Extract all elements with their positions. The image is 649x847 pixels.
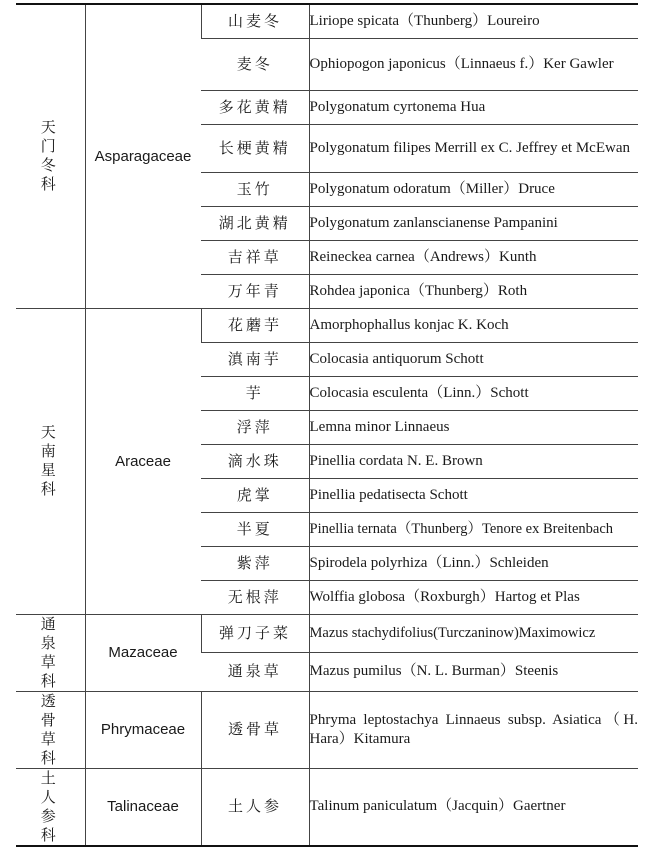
species-scientific-name: Polygonatum filipes Merrill ex C. Jeffrey et McEwan bbox=[309, 124, 638, 172]
table-row bbox=[16, 614, 638, 653]
species-chinese-name: 花蘑芋 bbox=[201, 308, 309, 342]
family-latin-name: Mazaceae bbox=[85, 614, 201, 691]
family-latin-name: Phrymaceae bbox=[85, 691, 201, 768]
family-chinese-name: 土人参科 bbox=[16, 768, 85, 846]
species-chinese-name: 万年青 bbox=[201, 274, 309, 308]
species-scientific-name: Phryma leptostachya Linnaeus subsp. Asiatica（H. Hara）Kitamura bbox=[309, 691, 638, 768]
table-row bbox=[16, 691, 638, 768]
species-scientific-name: Pinellia ternata（Thunberg）Tenore ex Breitenbach bbox=[309, 512, 638, 546]
species-scientific-name: Mazus stachydifolius(Turczaninow)Maximowicz bbox=[309, 614, 638, 653]
family-latin-name: Araceae bbox=[85, 308, 201, 614]
species-chinese-name: 透骨草 bbox=[201, 691, 309, 768]
species-table bbox=[16, 3, 638, 847]
table-row bbox=[16, 768, 638, 846]
species-scientific-name: Pinellia cordata N. E. Brown bbox=[309, 444, 638, 478]
species-scientific-name: Colocasia antiquorum Schott bbox=[309, 342, 638, 376]
species-chinese-name: 长梗黄精 bbox=[201, 124, 309, 172]
species-chinese-name: 通泉草 bbox=[201, 653, 309, 692]
species-scientific-name: Reineckea carnea（Andrews）Kunth bbox=[309, 240, 638, 274]
species-chinese-name: 滴水珠 bbox=[201, 444, 309, 478]
family-latin-name: Asparagaceae bbox=[85, 4, 201, 308]
family-latin-name: Talinaceae bbox=[85, 768, 201, 846]
species-scientific-name: Wolffia globosa（Roxburgh）Hartog et Plas bbox=[309, 580, 638, 614]
species-chinese-name: 芋 bbox=[201, 376, 309, 410]
species-scientific-name: Pinellia pedatisecta Schott bbox=[309, 478, 638, 512]
species-chinese-name: 紫萍 bbox=[201, 546, 309, 580]
species-chinese-name: 多花黄精 bbox=[201, 90, 309, 124]
species-scientific-name: Colocasia esculenta（Linn.）Schott bbox=[309, 376, 638, 410]
family-chinese-name: 透骨草科 bbox=[16, 691, 85, 768]
table-row bbox=[16, 308, 638, 342]
species-scientific-name: Liriope spicata（Thunberg）Loureiro bbox=[309, 4, 638, 38]
species-scientific-name: Mazus pumilus（N. L. Burman）Steenis bbox=[309, 653, 638, 692]
species-chinese-name: 浮萍 bbox=[201, 410, 309, 444]
species-scientific-name: Rohdea japonica（Thunberg）Roth bbox=[309, 274, 638, 308]
family-chinese-name: 通泉草科 bbox=[16, 614, 85, 691]
species-chinese-name: 吉祥草 bbox=[201, 240, 309, 274]
species-scientific-name: Ophiopogon japonicus（Linnaeus f.）Ker Gawler bbox=[309, 38, 638, 90]
species-chinese-name: 无根萍 bbox=[201, 580, 309, 614]
species-scientific-name: Polygonatum cyrtonema Hua bbox=[309, 90, 638, 124]
species-scientific-name: Lemna minor Linnaeus bbox=[309, 410, 638, 444]
species-scientific-name: Polygonatum odoratum（Miller）Druce bbox=[309, 172, 638, 206]
species-chinese-name: 虎掌 bbox=[201, 478, 309, 512]
family-chinese-name: 天门冬科 bbox=[16, 4, 85, 308]
species-chinese-name: 滇南芋 bbox=[201, 342, 309, 376]
species-chinese-name: 弹刀子菜 bbox=[201, 614, 309, 653]
species-chinese-name: 山麦冬 bbox=[201, 4, 309, 38]
family-chinese-name: 天南星科 bbox=[16, 308, 85, 614]
species-scientific-name: Spirodela polyrhiza（Linn.）Schleiden bbox=[309, 546, 638, 580]
species-scientific-name: Amorphophallus konjac K. Koch bbox=[309, 308, 638, 342]
species-chinese-name: 麦冬 bbox=[201, 38, 309, 90]
species-chinese-name: 土人参 bbox=[201, 768, 309, 846]
species-scientific-name: Polygonatum zanlanscianense Pampanini bbox=[309, 206, 638, 240]
species-chinese-name: 半夏 bbox=[201, 512, 309, 546]
species-chinese-name: 玉竹 bbox=[201, 172, 309, 206]
species-chinese-name: 湖北黄精 bbox=[201, 206, 309, 240]
table-row bbox=[16, 4, 638, 38]
species-scientific-name: Talinum paniculatum（Jacquin）Gaertner bbox=[309, 768, 638, 846]
